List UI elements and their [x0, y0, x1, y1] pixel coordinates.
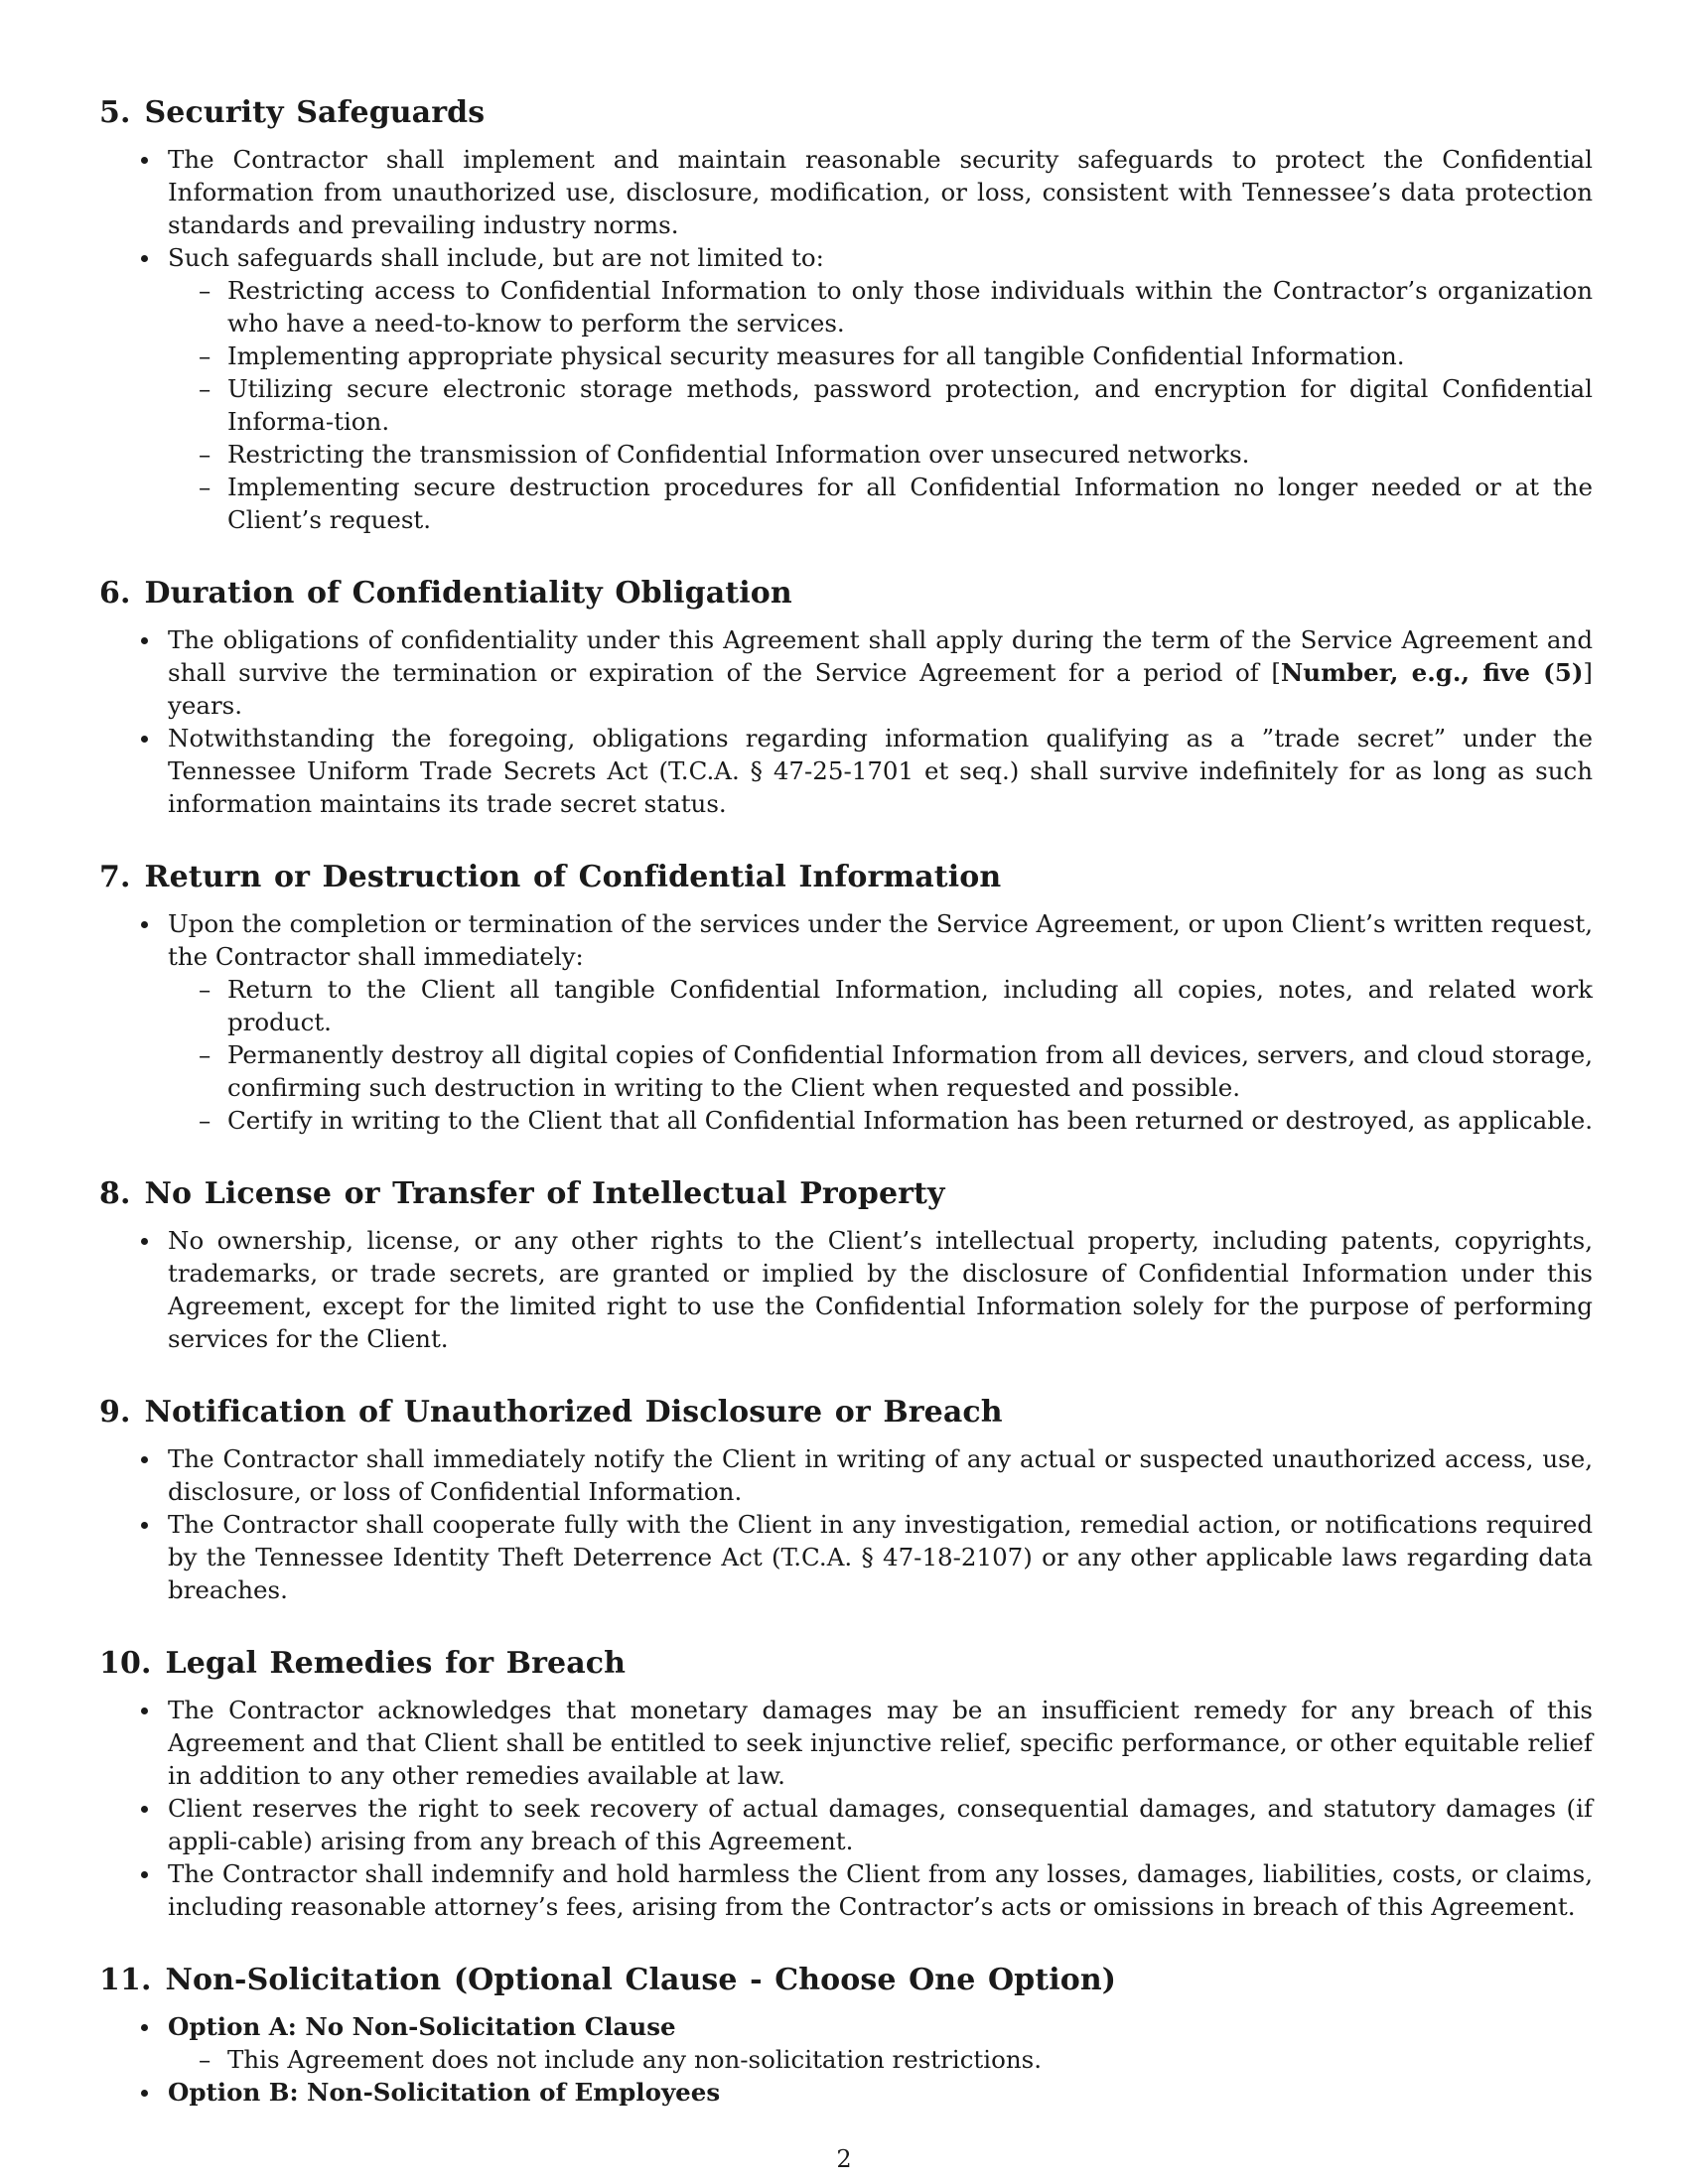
list-item-option-b: [99, 2076, 1593, 2109]
section-heading: [99, 1393, 1593, 1433]
sub-list-item: – Utilizing secure electronic storage methods, password protection, and encryption for digital Confidential Informa-tion.: [168, 372, 1593, 438]
sub-list-item: – Return to the Client all tangible Confidential Information, including all copies, notes, and related work product.: [168, 973, 1593, 1038]
section-number: 8.: [99, 1176, 131, 1211]
bullet-list: [99, 1442, 1593, 1606]
section-6-duration: [99, 574, 1593, 820]
list-item-text: ] years.: [168, 658, 1593, 720]
sub-list-item: – Implementing secure destruction procedures for all Confidential Information no longer needed or at the Client’s request.: [168, 471, 1593, 536]
section-title: Duration of Confidentiality Obligation: [144, 576, 792, 611]
section-number: 9.: [99, 1395, 131, 1430]
section-title: Return or Destruction of Confidential Information: [144, 860, 1002, 894]
bullet-list: [99, 143, 1593, 536]
bullet-list: [99, 1694, 1593, 1923]
section-7-return-destruction: [99, 858, 1593, 1137]
list-item: Notwithstanding the foregoing, obligations regarding information qualifying as a ”trade secret” under the Tennessee Uniform Trade Secrets Act (T.C.A. § 47-25-1701 et seq.) shall survive indefinitely for as long as such information maintains its trade secret status.: [99, 722, 1593, 820]
section-number: 6.: [99, 576, 131, 611]
bullet-list: [99, 907, 1593, 1137]
list-item: [99, 241, 1593, 536]
section-title: Notification of Unauthorized Disclosure or Breach: [144, 1395, 1003, 1430]
list-item: The Contractor shall indemnify and hold harmless the Client from any losses, damages, liabilities, costs, or claims, including reasonable attorney’s fees, arising from the Contractor’s acts or omissions in breach of this Agreement.: [99, 1857, 1593, 1923]
list-item: Client reserves the right to seek recovery of actual damages, consequential damages, and statutory damages (if appli-cable) arising from any breach of this Agreement.: [99, 1792, 1593, 1857]
sub-list-item: – Restricting access to Confidential Information to only those individuals within the Contractor’s organization who have a need-to-know to perform the services.: [168, 274, 1593, 340]
list-item: The Contractor shall implement and maintain reasonable security safeguards to protect the Confidential Information from unauthorized use, disclosure, modification, or loss, consistent with Tennessee’s data protection standards and prevailing industry norms.: [99, 143, 1593, 241]
page-number: 2: [836, 2145, 852, 2173]
section-title: Legal Remedies for Breach: [165, 1646, 627, 1681]
section-number: 5.: [99, 95, 131, 130]
list-item-option-a: [99, 2010, 1593, 2076]
section-number: 7.: [99, 860, 131, 894]
bullet-list: [99, 2010, 1593, 2109]
placeholder-term: Number, e.g., five (5): [1280, 658, 1584, 687]
bullet-list: [99, 1224, 1593, 1355]
list-item: The Contractor shall immediately notify the Client in writing of any actual or suspected unauthorized access, use, disclosure, or loss of Confidential Information.: [99, 1442, 1593, 1508]
option-a-title: Option A: No Non-Solicitation Clause: [168, 2012, 676, 2041]
section-heading: [99, 1174, 1593, 1214]
sub-list: [168, 973, 1593, 1137]
list-item: [99, 623, 1593, 722]
bullet-list: [99, 623, 1593, 820]
section-title: Security Safeguards: [144, 95, 486, 130]
section-5-security-safeguards: [99, 93, 1593, 536]
list-item: [99, 907, 1593, 1137]
option-b-title: Option B: Non-Solicitation of Employees: [168, 2078, 721, 2107]
sub-list: [168, 274, 1593, 536]
section-title: No License or Transfer of Intellectual Property: [144, 1176, 945, 1211]
sub-list-item: – Restricting the transmission of Confidential Information over unsecured networks.: [168, 438, 1593, 471]
section-9-notification: [99, 1393, 1593, 1606]
section-number: 10.: [99, 1646, 152, 1681]
list-item-text: Upon the completion or termination of the services under the Service Agreement, or upon Client’s written request, the Contractor shall immediately:: [168, 909, 1593, 971]
sub-list-item: – Permanently destroy all digital copies of Confidential Information from all devices, servers, and cloud storage, confirming such destruction in writing to the Client when requested and possible.: [168, 1038, 1593, 1104]
sub-list-item: – Certify in writing to the Client that all Confidential Information has been returned or destroyed, as applicable.: [168, 1104, 1593, 1137]
sub-list: [168, 2043, 1593, 2076]
section-number: 11.: [99, 1963, 152, 1997]
section-heading: [99, 858, 1593, 897]
sub-list-item: – This Agreement does not include any non-solicitation restrictions.: [168, 2043, 1593, 2076]
list-item: No ownership, license, or any other rights to the Client’s intellectual property, including patents, copyrights, trademarks, or trade secrets, are granted or implied by the disclosure of Confidential Information under this Agreement, except for the limited right to use the Confidential Information solely for the purpose of performing services for the Client.: [99, 1224, 1593, 1355]
section-8-no-license: [99, 1174, 1593, 1355]
list-item-text: The obligations of confidentiality under this Agreement shall apply during the term of the Service Agreement and shall survive the termination or expiration of the Service Agreement for a period of [: [168, 625, 1593, 687]
list-item: The Contractor acknowledges that monetary damages may be an insufficient remedy for any breach of this Agreement and that Client shall be entitled to seek injunctive relief, specific performance, or other equitable relief in addition to any other remedies available at law.: [99, 1694, 1593, 1792]
section-title: Non-Solicitation (Optional Clause - Choose One Option): [165, 1963, 1117, 1997]
section-heading: [99, 574, 1593, 614]
section-11-non-solicitation: [99, 1961, 1593, 2109]
list-item-text: Such safeguards shall include, but are not limited to:: [168, 243, 824, 272]
section-heading: [99, 1961, 1593, 2000]
section-heading: [99, 1644, 1593, 1684]
section-heading: [99, 93, 1593, 133]
section-10-legal-remedies: [99, 1644, 1593, 1923]
list-item: The Contractor shall cooperate fully with the Client in any investigation, remedial action, or notifications required by the Tennessee Identity Theft Deterrence Act (T.C.A. § 47-18-2107) or any other applicable laws regarding data breaches.: [99, 1508, 1593, 1606]
sub-list-item: – Implementing appropriate physical security measures for all tangible Confidential Information.: [168, 340, 1593, 372]
